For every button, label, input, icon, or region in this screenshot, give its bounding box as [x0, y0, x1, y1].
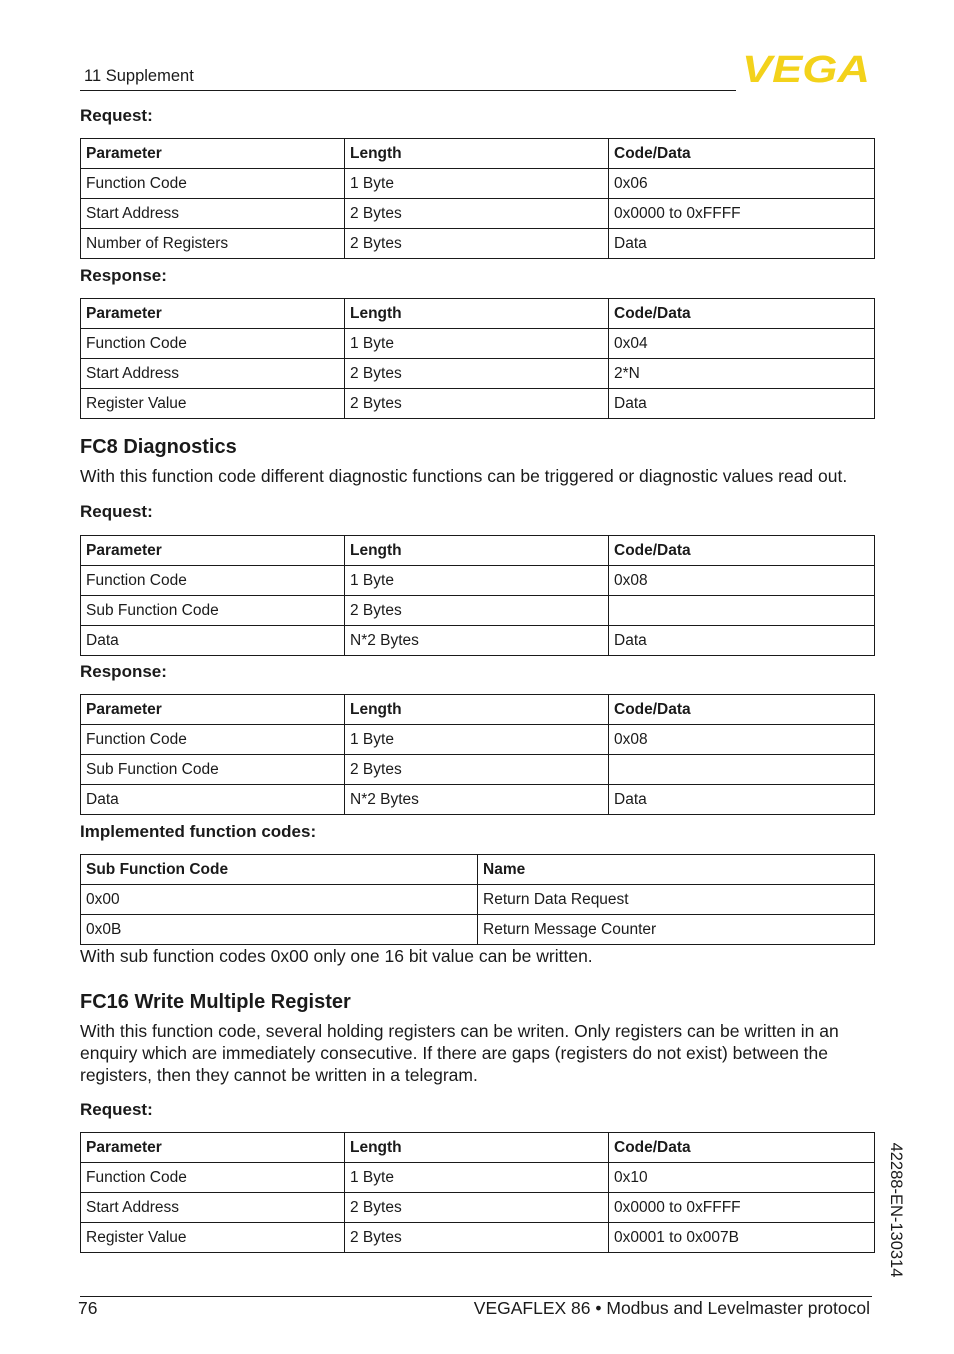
fc16-heading: FC16 Write Multiple Register [80, 991, 351, 1013]
table-row [81, 626, 875, 656]
table-row [81, 725, 875, 755]
header-cell: Parameter [81, 695, 345, 725]
table-cell: Function Code [81, 329, 345, 359]
header-cell: Sub Function Code [81, 855, 478, 885]
table-row [81, 755, 875, 785]
fc16-intro-line: enquiry which are immediately consecutive. If there are gaps (registers do not exist) between the [80, 1043, 829, 1063]
table-cell: 0x10 [609, 1163, 875, 1193]
table-cell [609, 755, 875, 785]
footer-divider [80, 1296, 872, 1297]
header-cell: Length [345, 299, 609, 329]
fc16-intro [80, 1020, 880, 1086]
table-row [81, 596, 875, 626]
table-row [81, 566, 875, 596]
table-cell: Start Address [81, 359, 345, 389]
table-cell: 0x0B [81, 915, 478, 945]
fc6-response-table [80, 298, 875, 419]
table-cell: Register Value [81, 1223, 345, 1253]
table-cell: Data [81, 785, 345, 815]
table-header-row [81, 299, 875, 329]
table-cell: N*2 Bytes [345, 785, 609, 815]
header-cell: Parameter [81, 536, 345, 566]
table-row [81, 885, 875, 915]
table-row [81, 229, 875, 259]
table-row [81, 1193, 875, 1223]
header-divider [80, 90, 736, 91]
fc8-heading: FC8 Diagnostics [80, 436, 237, 458]
table-header-row [81, 855, 875, 885]
document-id: 42288-EN-130314 [887, 1142, 905, 1278]
table-cell: 0x04 [609, 329, 875, 359]
request-label: Request: [80, 502, 153, 521]
fc16-intro-line: registers, then they cannot be written in a telegram. [80, 1065, 478, 1085]
table-cell: 2 Bytes [345, 229, 609, 259]
table-cell: Function Code [81, 566, 345, 596]
table-cell: Data [81, 626, 345, 656]
section-header: 11 Supplement [84, 67, 194, 85]
table-row [81, 329, 875, 359]
response-label: Response: [80, 662, 167, 681]
table-cell: Register Value [81, 389, 345, 419]
table-cell: Function Code [81, 1163, 345, 1193]
table-header-row [81, 536, 875, 566]
header-cell: Code/Data [609, 299, 875, 329]
table-cell: Function Code [81, 169, 345, 199]
footer-title: VEGAFLEX 86 • Modbus and Levelmaster protocol [473, 1298, 870, 1318]
table-cell: 0x0000 to 0xFFFF [609, 199, 875, 229]
request-label: Request: [80, 1100, 153, 1119]
table-row [81, 1223, 875, 1253]
table-cell: Start Address [81, 1193, 345, 1223]
table-cell [609, 596, 875, 626]
header-cell: Length [345, 139, 609, 169]
table-cell: Return Data Request [478, 885, 875, 915]
table-cell: 2 Bytes [345, 1193, 609, 1223]
table-cell: Data [609, 229, 875, 259]
table-cell: Data [609, 785, 875, 815]
fc8-request-table [80, 535, 875, 656]
table-cell: 2 Bytes [345, 199, 609, 229]
header-cell: Length [345, 536, 609, 566]
table-cell: Data [609, 389, 875, 419]
table-cell: 0x06 [609, 169, 875, 199]
vega-logo [742, 52, 872, 89]
header-cell: Length [345, 695, 609, 725]
table-row [81, 785, 875, 815]
table-cell: Return Message Counter [478, 915, 875, 945]
fc16-request-table [80, 1132, 875, 1253]
fc8-implemented-table [80, 854, 875, 945]
table-cell: Start Address [81, 199, 345, 229]
header-cell: Code/Data [609, 139, 875, 169]
table-row [81, 389, 875, 419]
table-cell: 1 Byte [345, 329, 609, 359]
table-cell: 1 Byte [345, 169, 609, 199]
table-cell: 0x0000 to 0xFFFF [609, 1193, 875, 1223]
header-cell: Name [478, 855, 875, 885]
table-header-row [81, 139, 875, 169]
table-cell: 1 Byte [345, 566, 609, 596]
header-cell: Code/Data [609, 695, 875, 725]
table-cell: Data [609, 626, 875, 656]
table-row [81, 359, 875, 389]
table-header-row [81, 1133, 875, 1163]
header-cell: Parameter [81, 139, 345, 169]
table-cell: 2 Bytes [345, 359, 609, 389]
table-cell: Sub Function Code [81, 596, 345, 626]
table-row [81, 1163, 875, 1193]
table-cell: 2 Bytes [345, 755, 609, 785]
svg-text:VEGA: VEGA [742, 52, 870, 84]
header-cell: Parameter [81, 1133, 345, 1163]
header-cell: Length [345, 1133, 609, 1163]
fc16-intro-line: With this function code, several holding registers can be writen. Only registers can be written in an [80, 1021, 839, 1041]
table-cell: Sub Function Code [81, 755, 345, 785]
table-row [81, 169, 875, 199]
fc8-response-table [80, 694, 875, 815]
fc6-request-table [80, 138, 875, 259]
table-cell: N*2 Bytes [345, 626, 609, 656]
table-cell: 1 Byte [345, 725, 609, 755]
table-cell: 0x08 [609, 566, 875, 596]
table-row [81, 915, 875, 945]
fc8-intro: With this function code different diagnostic functions can be triggered or diagnostic values read out. [80, 466, 848, 486]
header-cell: Parameter [81, 299, 345, 329]
table-cell: Number of Registers [81, 229, 345, 259]
table-cell: 0x08 [609, 725, 875, 755]
table-cell: Function Code [81, 725, 345, 755]
table-cell: 1 Byte [345, 1163, 609, 1193]
table-row [81, 199, 875, 229]
header-cell: Code/Data [609, 1133, 875, 1163]
fc8-note: With sub function codes 0x00 only one 16 bit value can be written. [80, 946, 593, 966]
table-cell: 0x0001 to 0x007B [609, 1223, 875, 1253]
page-number: 76 [78, 1298, 98, 1318]
header-cell: Code/Data [609, 536, 875, 566]
table-cell: 2 Bytes [345, 1223, 609, 1253]
table-cell: 0x00 [81, 885, 478, 915]
table-cell: 2*N [609, 359, 875, 389]
table-cell: 2 Bytes [345, 596, 609, 626]
table-cell: 2 Bytes [345, 389, 609, 419]
table-header-row [81, 695, 875, 725]
response-label: Response: [80, 266, 167, 285]
request-label: Request: [80, 106, 153, 125]
implemented-codes-label: Implemented function codes: [80, 822, 317, 841]
